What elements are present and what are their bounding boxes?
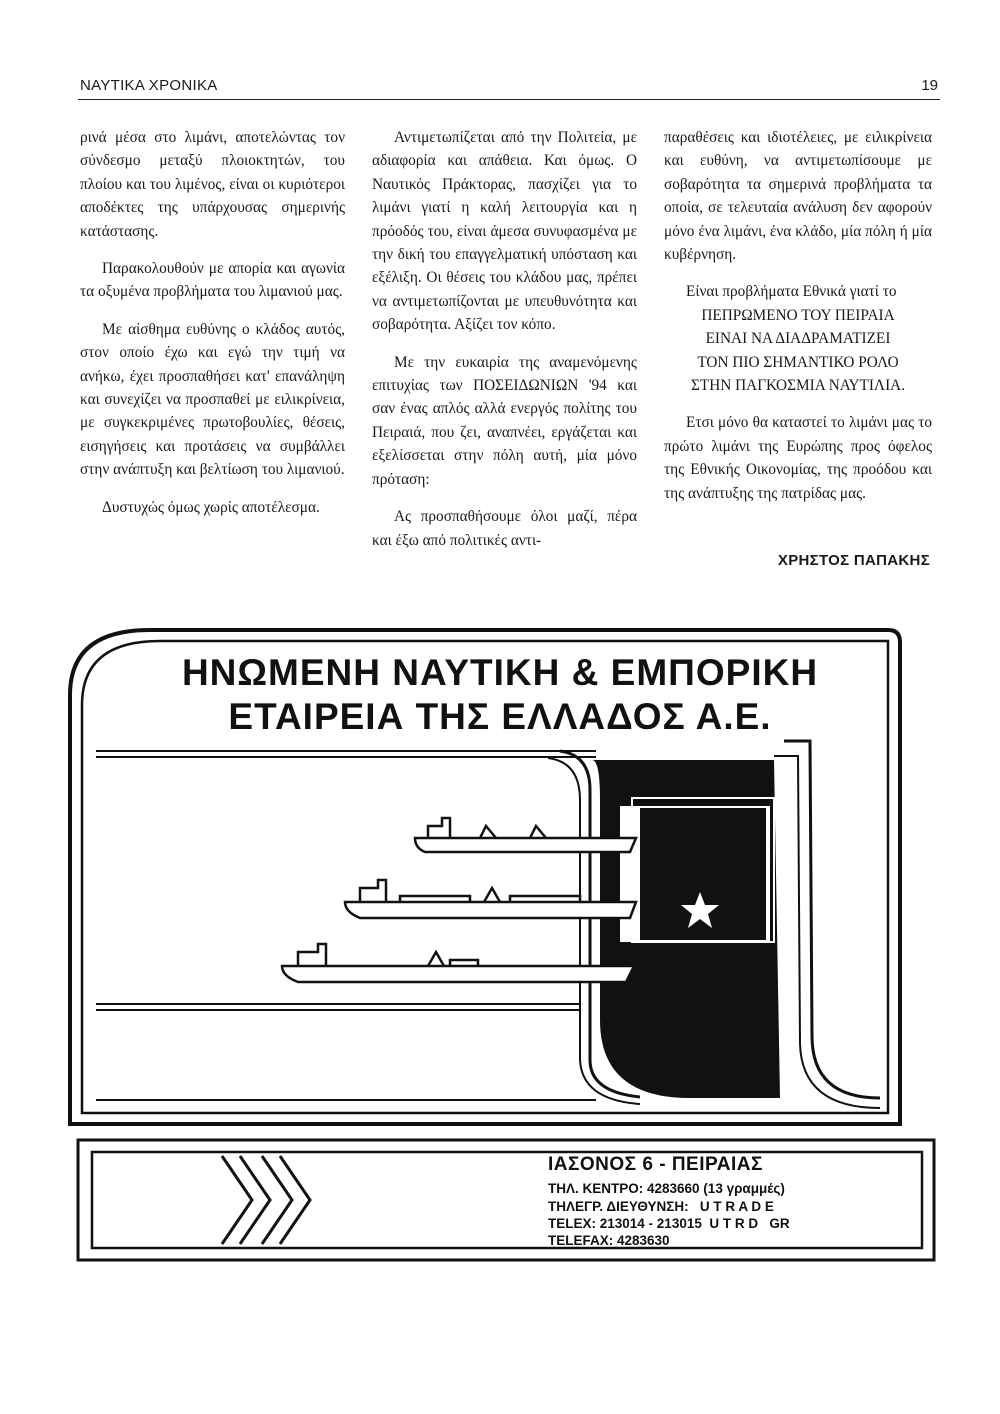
running-head: ΝΑΥΤΙΚΑ ΧΡΟΝΙΚΑ bbox=[80, 77, 218, 94]
paragraph: Ας προσπαθήσουμε όλοι μαζί, πέρα και έξω από πολιτικές αντι- bbox=[372, 508, 637, 549]
advert-telex: TELEX: 213014 - 213015 U T R D GR bbox=[548, 1216, 790, 1231]
paragraph: Αντιμετωπίζεται από την Πολιτεία, με αδιαφορία και απάθεια. Και όμως. Ο Ναυτικός Πράκτορας, πασχίζει για το λιμάνι γιατί η καλή λειτουργία και η πρόοδός του, είναι άμεσα συνυφασμένα με την δική του επαγγελματική υπόσταση και εξέλιξη. Οι θέσεις του κλάδου μας, πρέπει να αντιμετωπίζονται με υπευθυνότητα και σοβαρότητα. Αξίζει τον κόπο. bbox=[372, 129, 637, 334]
paragraph: Με αίσθημα ευθύνης ο κλάδος αυτός, στον οποίο έχω και εγώ την τιμή να ανήκω, έχει προσπαθήσει κατ' επανάληψη και συνεχίζει να προσπαθεί με ειλικρίνεια, με συγκεκριμένες πρωτοβουλίες, θέσεις, εισηγήσεις και προτάσεις να συμβάλλει στην ανάπτυξη και βελτίωση του λιμανιού. bbox=[80, 320, 345, 479]
paragraph: Με την ευκαιρία της αναμενόμενης επιτυχίας των ΠΟΣΕΙΔΩΝΙΩΝ '94 και σαν ένας απλός αλλά ενεργός πολίτης του Πειραιά, που ζει, αναπνέει, εργάζεται και εξελίσσεται στην πόλη αυτή, μία μόνο πρόταση: bbox=[372, 353, 637, 488]
ship-icon bbox=[345, 880, 636, 918]
paragraph: Ετσι μόνο θα καταστεί το λιμάνι μας το πρώτο λιμάνι της Ευρώπης προς όφελος της Εθνικής Οικονομίας, της προόδου και της ανάπτυξης της πατρίδας μας. bbox=[664, 414, 932, 502]
advert-telegram: ΤΗΛΕΓΡ. ΔΙΕΥΘΥΝΣΗ: U T R A D E bbox=[548, 1199, 774, 1214]
advert-telefax: TELEFAX: 4283630 bbox=[548, 1233, 670, 1248]
author-signature: ΧΡΗΣΤΟΣ ΠΑΠΑΚΗΣ bbox=[777, 552, 930, 569]
page-number: 19 bbox=[921, 77, 938, 94]
caps-line: ΤΟΝ ΠΙΟ ΣΗΜΑΝΤΙΚΟ ΡΟΛΟ bbox=[697, 353, 899, 371]
advert-title-line-1: ΗΝΩΜΕΝΗ ΝΑΥΤΙΚΗ & ΕΜΠΟΡΙΚΗ bbox=[181, 652, 819, 693]
advert-title-line-2: ΕΤΑΙΡΕΙΑ ΤΗΣ ΕΛΛΑΔΟΣ Α.Ε. bbox=[228, 696, 772, 737]
advert-phone: ΤΗΛ. ΚΕΝΤΡΟ: 4283660 (13 γραμμές) bbox=[548, 1181, 785, 1196]
advert-address: ΙΑΣΟΝΟΣ 6 - ΠΕΙΡΑΙΑΣ bbox=[548, 1154, 763, 1175]
caps-line: ΕΙΝΑΙ ΝΑ ΔΙΑΔΡΑΜΑΤΙΖΕΙ bbox=[705, 330, 891, 348]
caps-line: ΠΕΠΡΩΜΕΝΟ ΤΟΥ ΠΕΙΡΑΙΑ bbox=[701, 306, 895, 324]
paragraph: ρινά μέσα στο λιμάνι, αποτελώντας τον σύνδεσμο μεταξύ πλοιοκτητών, του πλοίου και του λιμένος, είναι οι κυριότεροι αποδέκτες της υπάρχουσας σημερινής κατάστασης. bbox=[80, 129, 345, 240]
swoosh-line bbox=[774, 756, 880, 1108]
paragraph: Δυστυχώς όμως χωρίς αποτέλεσμα. bbox=[102, 498, 320, 516]
caps-line: ΣΤΗΝ ΠΑΓΚΟΣΜΙΑ ΝΑΥΤΙΛΙΑ. bbox=[690, 377, 906, 395]
paragraph: Παρακολουθούν με απορία και αγωνία τα οξυμένα προβλήματα του λιμανιού μας. bbox=[80, 260, 345, 301]
paragraph: Είναι προβλήματα Εθνικά γιατί το bbox=[686, 283, 897, 301]
paragraph: παραθέσεις και ιδιοτέλειες, με ειλικρίνεια και ευθύνη, να αντιμετωπίσουμε με σοβαρότητα τα σημερινά προβλήματα τα οποία, σε τελευταία ανάλυση δεν αφορούν μόνο ένα λιμάνι, ένα κλάδο, μία πόλη ή μία κυβέρνηση. bbox=[664, 129, 932, 264]
chevron-arrows-icon bbox=[222, 1156, 310, 1244]
address-box-outer bbox=[78, 1140, 934, 1260]
ship-icon bbox=[282, 944, 634, 982]
address-box-inner bbox=[92, 1152, 922, 1248]
